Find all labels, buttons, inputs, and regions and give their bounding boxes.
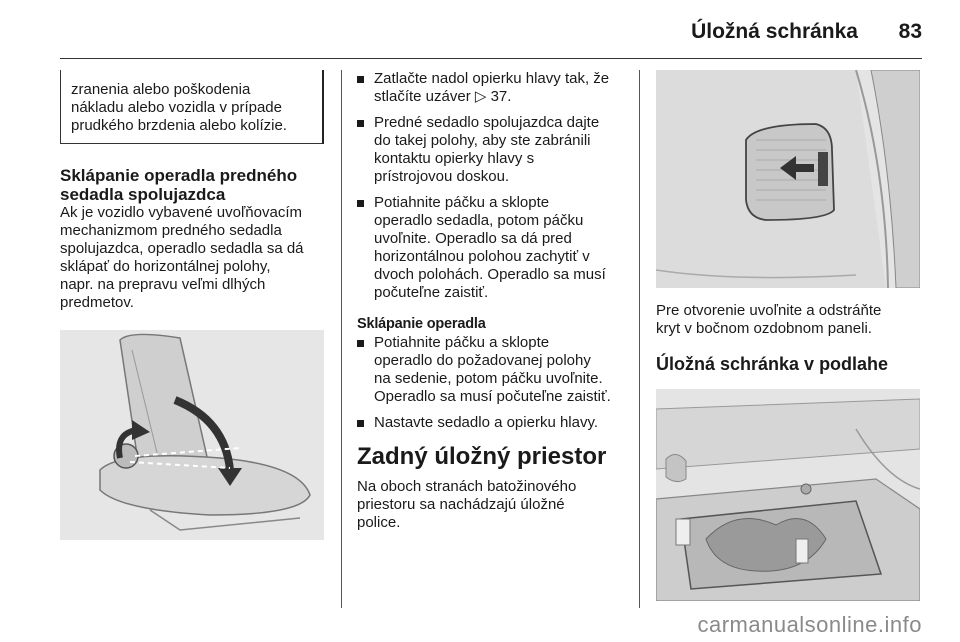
side-panel-drawing xyxy=(656,70,920,288)
para-line: priestoru sa nachádzajú úložné xyxy=(357,496,565,513)
para-line: sklápať do horizontálnej polohy, xyxy=(60,258,271,275)
item-line: kontaktu opierky hlavy s xyxy=(374,150,535,167)
page-number: 83 xyxy=(898,20,922,43)
warning-box xyxy=(60,70,324,144)
side-panel-paragraph xyxy=(656,302,920,338)
rear-storage-paragraph xyxy=(357,478,623,532)
column-2 xyxy=(357,70,623,532)
item-line: Nastavte sedadlo a opierku hlavy. xyxy=(374,414,599,431)
item-line: uvoľnite. Operadlo sa dá pred xyxy=(374,230,572,247)
warning-line: prudkého brzdenia alebo kolízie. xyxy=(71,117,287,134)
column-divider-2 xyxy=(639,70,640,608)
item-line: Zatlačte nadol opierku hlavy tak, že xyxy=(374,70,610,87)
item-line: Potiahnite páčku a sklopte xyxy=(374,194,550,211)
para-line: predmetov. xyxy=(60,294,134,311)
para-line: napr. na prepravu veľmi dlhých xyxy=(60,276,266,293)
list-item xyxy=(357,194,623,302)
seat-release-illustration xyxy=(60,330,324,540)
seat-drawing xyxy=(60,330,324,540)
item-line: Predné sedadlo spolujazdca dajte xyxy=(374,114,600,131)
seat-fold-paragraph xyxy=(60,204,324,312)
list-item xyxy=(357,334,623,406)
item-line: Operadlo sa musí počuteľne zaistiť. xyxy=(374,388,611,405)
para-line: Pre otvorenie uvoľnite a odstráňte xyxy=(656,302,882,319)
warning-line: nákladu alebo vozidla v prípade xyxy=(71,99,282,116)
para-line: Na oboch stranách batožinového xyxy=(357,478,577,495)
floor-storage-illustration xyxy=(656,389,920,601)
watermark: carmanualsonline.info xyxy=(697,612,922,637)
para-line: kryt v bočnom ozdobnom paneli. xyxy=(656,320,872,337)
item-line: na sedenie, potom páčku uvoľnite. xyxy=(374,370,603,387)
para-line: mechanizmom predného sedadla xyxy=(60,222,282,239)
item-line: dvoch polohách. Operadlo sa musí xyxy=(374,266,606,283)
item-line: horizontálnou polohou zachytiť v xyxy=(374,248,590,265)
item-line: Potiahnite páčku a sklopte xyxy=(374,334,550,351)
section-heading-floor-storage: Úložná schránka v podlahe xyxy=(656,354,889,374)
warning-line: zranenia alebo poškodenia xyxy=(71,81,251,98)
floor-storage-drawing xyxy=(656,389,920,601)
para-line: Ak je vozidlo vybavené uvoľňovacím xyxy=(60,204,302,221)
column-3 xyxy=(656,70,920,601)
subheading-backrest-fold: Sklápanie operadla xyxy=(357,316,486,332)
list-item xyxy=(357,414,623,432)
item-line: operadlo do požadovanej polohy xyxy=(374,352,591,369)
page-header xyxy=(60,18,922,59)
steps-list xyxy=(357,70,623,302)
item-line: do takej polohy, aby ste zabránili xyxy=(374,132,591,149)
para-line: police. xyxy=(357,514,401,531)
column-divider-1 xyxy=(341,70,342,608)
item-line: stlačíte uzáver ▷ 37. xyxy=(374,88,512,105)
para-line: spolujazdca, operadlo sedadla sa dá xyxy=(60,240,304,257)
heading-line: sedadla spolujazdca xyxy=(60,185,226,204)
item-line: operadlo sedadla, potom páčku xyxy=(374,212,584,229)
page-title: Úložná schránka xyxy=(691,20,858,43)
item-line: prístrojovou doskou. xyxy=(374,168,510,185)
heading-line: Sklápanie operadla predného xyxy=(60,166,298,185)
section-heading-seat-fold xyxy=(60,166,324,204)
item-line: počuteľne zaistiť. xyxy=(374,284,489,301)
column-1 xyxy=(60,70,324,540)
side-panel-cover-illustration xyxy=(656,70,920,288)
list-item xyxy=(357,114,623,186)
list-item xyxy=(357,70,623,106)
backrest-steps-list xyxy=(357,334,623,432)
section-heading-rear-storage: Zadný úložný priestor xyxy=(357,443,607,470)
